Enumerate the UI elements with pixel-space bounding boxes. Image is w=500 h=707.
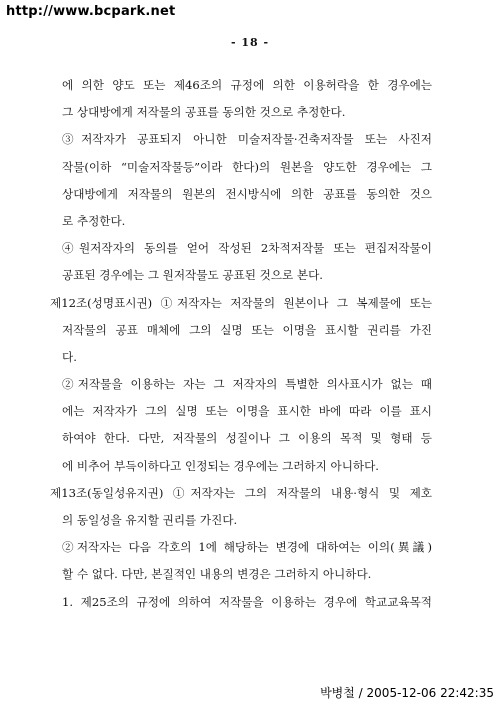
- watermark-url: http://www.bcpark.net: [6, 4, 176, 19]
- text-line: ④원저작자의 동의를 얻어 작성된 2차적저작물 또는 편집저작물이: [62, 241, 432, 256]
- text-line: ③저작자가 공표되지 아니한 미술저작물·건축저작물 또는 사진저: [62, 132, 432, 147]
- text-line: 에 의한 양도 또는 제46조의 규정에 의한 이용허락을 한 경우에는: [62, 78, 432, 92]
- text-line: 상대방에게 저작물의 원본의 전시방식에 의한 공표를 동의한 것으: [62, 186, 432, 201]
- text-line: ②저작물을 이용하는 자는 그 저작자의 특별한 의사표시가 없는 때: [62, 377, 432, 392]
- text-line: 1. 제25조의 규정에 의하여 저작물을 이용하는 경우에 학교교육목적: [62, 594, 432, 609]
- signature-timestamp: 박병철 / 2005-12-06 22:42:35: [320, 686, 494, 700]
- text-line: ②저작자는 다음 각호의 1에 해당하는 변경에 대하여는 이의(異議): [62, 540, 432, 555]
- text-line: 공표된 경우에는 그 원저작물도 공표된 것으로 본다.: [62, 268, 323, 283]
- text-line: 에는 저작자가 그의 실명 또는 이명을 표시한 바에 따라 이를 표시: [62, 404, 432, 419]
- text-line: 로 추정한다.: [62, 213, 126, 228]
- text-line: 그 상대방에게 저작물의 공표를 동의한 것으로 추정한다.: [62, 105, 346, 120]
- text-line: 의 동일성을 유지할 권리를 가진다.: [62, 513, 238, 527]
- text-line: 저작물의 공표 매체에 그의 실명 또는 이명을 표시할 권리를 가진: [62, 322, 432, 337]
- document-body: [50, 72, 432, 616]
- text-line: 할 수 없다. 다만, 본질적인 내용의 변경은 그러하지 아니하다.: [62, 567, 372, 582]
- article-heading-line: 제12조(성명표시권) ①저작자는 저작물의 원본이나 그 복제물에 또는: [50, 295, 432, 310]
- text-line: 하여야 한다. 다만, 저작물의 성질이나 그 이용의 목적 및 형태 등: [62, 431, 432, 446]
- article-heading-line: 제13조(동일성유지권) ①저작자는 그의 저작물의 내용·형식 및 제호: [50, 485, 432, 500]
- text-line: 작물(이하 “미술저작물등”이라 한다)의 원본을 양도한 경우에는 그: [62, 159, 432, 174]
- text-line: 다.: [62, 349, 77, 364]
- page-number: - 18 -: [230, 36, 270, 49]
- text-line: 에 비추어 부득이하다고 인정되는 경우에는 그러하지 아니하다.: [62, 458, 379, 473]
